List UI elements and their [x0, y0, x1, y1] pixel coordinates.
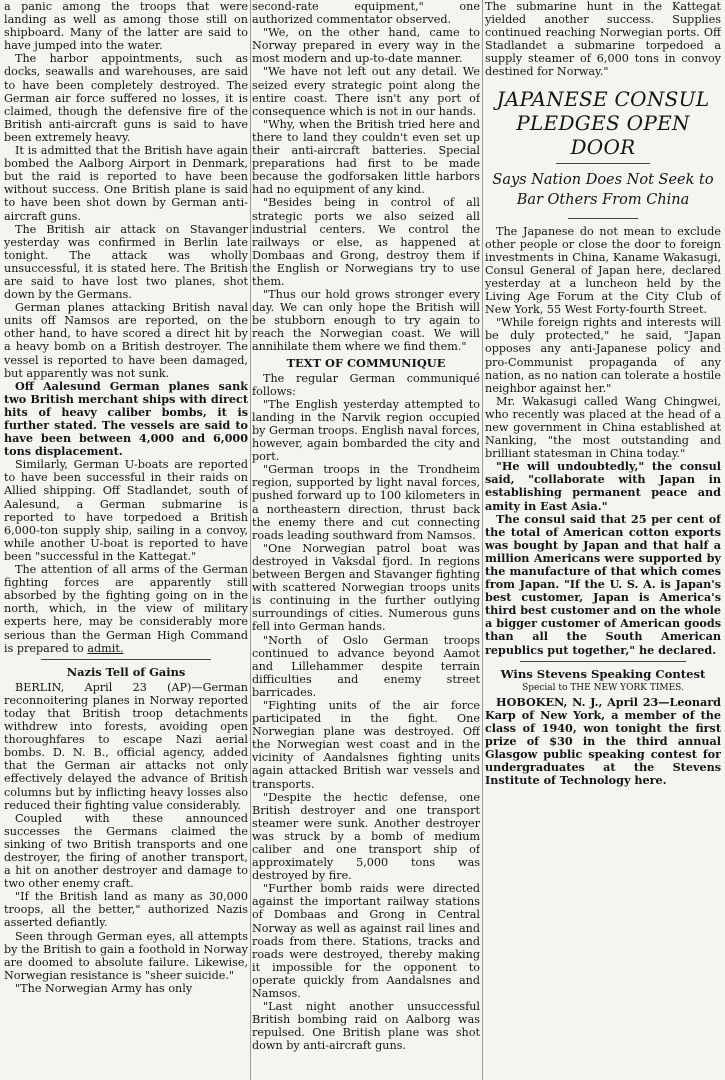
- article-paragraph: The consul said that 25 per cent of the total of American cotton exports was bought by Japan and that half a million Americans were supported by the manufacture of that which comes from Japan. "If the U. S. A. is Japan's best customer, Japan is America's third best customer and on the whole a bigger customer of American goods than all the South American republics put together," he declared.: [485, 511, 721, 657]
- article-paragraph: German planes attacking British naval units off Namsos are reported, on the other hand, to have scored a direct hit by a heavy bomb on a British destroyer. The vessel is reported to have been damaged, but apparently was not sunk.: [4, 301, 248, 380]
- article-paragraph: The submarine hunt in the Kattegat yielded another success. Supplies continued reaching Norwegian ports. Off Stadlandet a submarine torpedoed a supply steamer of 6,000 tons in convoy destined for Norway.": [485, 0, 721, 79]
- article-text-underlined: admit.: [87, 641, 124, 655]
- column-2: [252, 0, 480, 1080]
- divider: [568, 218, 639, 219]
- article-paragraph: "He will undoubtedly," the consul said, "collaborate with Japan in establishing permanent peace and amity in East Asia.": [485, 459, 721, 513]
- article-text: —Leonard Karp of New York, a member of the class of 1940, won tonight the first prize of $30 in the third annual Glasgow public speaking contest for undergraduates at the Stevens Institute of Technology here.: [485, 694, 721, 788]
- article-paragraph: Similarly, German U-boats are reported to have been successful in their raids on Allied shipping. Off Stadlandet, south of Aalesund, a German submarine is reported to have torpedoed a British 6,000-ton supply ship, sailing in a convoy, while another U-boat is reported to have been "successful in the Kattegat.": [4, 458, 248, 563]
- article-paragraph: The regular German communiqué follows:: [252, 371, 480, 398]
- article-paragraph: "The Norwegian Army has only: [15, 981, 193, 995]
- article-paragraph: "North of Oslo German troops continued to advance beyond Aamot and Lillehammer despite terrain difficulties and enemy street barricades.: [252, 633, 480, 699]
- article-paragraph: Mr. Wakasugi called Wang Chingwei, who recently was placed at the head of a new government in China established at Nanking, "the most outstanding and brilliant statesman in China today.": [485, 394, 721, 461]
- article-paragraph: It is admitted that the British have again bombed the Aalborg Airport in Denmark, but the raid is reported to have been without success. One British plane is said to have been shot down by German anti-aircraft guns.: [4, 144, 248, 223]
- section-subhead: TEXT OF COMMUNIQUE: [286, 355, 446, 370]
- article-paragraph: "We, on the other hand, came to Norway prepared in every way in the most modern and up-to-date manner.: [252, 26, 480, 66]
- article-paragraph: second-rate equipment," one authorized commentator observed.: [252, 0, 480, 27]
- article-paragraph: "We have not left out any detail. We seized every strategic point along the entire coast. There isn't any port of consequence which is not in our hands.: [252, 65, 480, 118]
- article-paragraph: "Besides being in control of all strategic ports we also seized all industrial centers. We control the railways or else, as happened at Dombaas and Grong, destroy them if the English or Norwegians try to use them.: [252, 196, 480, 288]
- column-3: [485, 0, 721, 1080]
- article-paragraph: [4, 563, 248, 655]
- article-text: The attention of all arms of the German fighting forces are apparently still absorbed by the fighting going on in the north, which, in the view of military experts here, may be considerably more serious than the German High Command is prepared to: [4, 563, 248, 655]
- article-paragraph: "Further bomb raids were directed against the important railway stations of Dombaas and Grong in Central Norway as well as against rail lines and roads from there. Stations, tracks and roads were destroyed, thereby making it impossible for the opponent to operate quickly from Aandalsnes and Namsos.: [252, 882, 480, 1001]
- short-article-headline: Wins Stevens Speaking Contest: [500, 666, 706, 681]
- article-paragraph: Off Aalesund German planes sank two British merchant ships with direct hits of heavy caliber bombs, it is further stated. The vessels are said to have been between 4,000 and 6,000 tons displacement.: [4, 378, 248, 459]
- article-paragraph: Seen through German eyes, all attempts by the British to gain a foothold in Norway are doomed to absolute failure. Likewise, Norwegian resistance is "sheer suicide.": [4, 929, 248, 982]
- deck-line-2: Bar Others From China: [516, 191, 690, 208]
- headline-line-2: PLEDGES OPEN DOOR: [516, 110, 690, 159]
- deck-line-1: Says Nation Does Not Seek to: [492, 171, 714, 188]
- divider: [520, 661, 685, 662]
- article-paragraph: "The English yesterday attempted to landing in the Narvik region occupied by German troops. English naval forces, however, again bombarded the city and port.: [252, 397, 480, 464]
- article-paragraph: "Why, when the British tried here and there to land they couldn't even set up their anti-aircraft batteries. Special preparations had first to be made because the godforsaken little harbors had no equipment of any kind.: [252, 117, 480, 197]
- article-paragraph: "Fighting units of the air force participated in the fight. One Norwegian plane was destroyed. Off the Norwegian west coast and in the vicinity of Aandalsnes fighting units again attacked British war vessels and transports.: [252, 698, 480, 791]
- article-paragraph: BERLIN, April 23 (AP)—German reconnoitering planes in Norway reported today that British troop detachments withdrew into forests, avoiding open thoroughfares to escape Nazi aerial bombs. D. N. B., official agency, added that the German air attacks not only effectively delayed the advance of British columns but by inflicting heavy losses also reduced their fighting value considerably.: [4, 680, 248, 812]
- dateline: HOBOKEN, N. J., April 23: [496, 694, 659, 709]
- divider: [41, 659, 212, 660]
- subheadline-deck: [485, 170, 721, 210]
- headline: [485, 87, 721, 159]
- column-rule: [250, 0, 251, 1080]
- article-paragraph: The Japanese do not mean to exclude other people or close the door to foreign investments in China, Kaname Wakasugi, Consul General of Japan here, declared yesterday at a luncheon held by the Living Age Forum at the City Club of New York, 55 West Forty-fourth Street.: [485, 224, 721, 317]
- headline-line-1: JAPANESE CONSUL: [496, 86, 710, 111]
- section-subhead: Nazis Tell of Gains: [66, 664, 186, 679]
- article-paragraph: Coupled with these announced successes the Germans claimed the sinking of two British transports and one destroyer, the firing of another transport, a hit on another destroyer and damage to two other enemy craft.: [4, 811, 248, 891]
- article-paragraph: "German troops in the Trondheim region, supported by light naval forces, pushed forward up to 100 kilometers in a northeastern direction, thrust back the enemy there and cut connecting roads leading southward from Namsos.: [252, 463, 480, 542]
- article-paragraph: a panic among the troops that were landing as well as among those still on shipboard. Many of the latter are said to have jumped into the water.: [4, 0, 248, 53]
- article-paragraph: [485, 696, 721, 788]
- column-rule: [482, 0, 483, 1080]
- article-paragraph: "One Norwegian patrol boat was destroyed in Vaksdal fjord. In regions between Bergen and Stavanger fighting with scattered Norwegian troops units is continuing in the further outlying surroundings of cities. Numerous guns fell into German hands.: [252, 541, 480, 634]
- article-paragraph: "If the British land as many as 30,000 troops, all the better," authorized Nazis asserted defiantly.: [4, 890, 248, 930]
- divider: [556, 163, 650, 164]
- article-paragraph: "Despite the hectic defense, one British destroyer and one transport steamer were sunk. Another destroyer was struck by a bomb of medium caliber and one transport ship of approximately 5,000 tons was destroyed by fire.: [252, 790, 480, 883]
- article-paragraph: "Thus our hold grows stronger every day. We can only hope the British will be stubborn enough to try again to reach the Norwegian coast. We will annihilate them where we find them.": [252, 288, 480, 354]
- special-credit: Special to THE NEW YORK TIMES.: [522, 682, 684, 693]
- article-paragraph: "Last night another unsuccessful British bombing raid on Aalborg was repulsed. One British plane was shot down by anti-aircraft guns.: [252, 1000, 480, 1053]
- article-paragraph: "While foreign rights and interests will be duly protected," he said, "Japan opposes any anti-Japanese policy and pro-Communist propaganda of any nation, as no nation can tolerate a hostile neighbor against her.": [485, 316, 721, 395]
- column-1: [4, 0, 248, 1080]
- article-paragraph: The British air attack on Stavanger yesterday was confirmed in Berlin late tonight. The attack was wholly unsuccessful, it is stated here. The British are said to have lost two planes, shot down by the Germans.: [4, 222, 248, 302]
- article-paragraph: The harbor appointments, such as docks, seawalls and warehouses, are said to have been completely destroyed. The German air force suffered no losses, it is claimed, though the defensive fire of the British anti-aircraft guns is said to have been extremely heavy.: [4, 52, 248, 144]
